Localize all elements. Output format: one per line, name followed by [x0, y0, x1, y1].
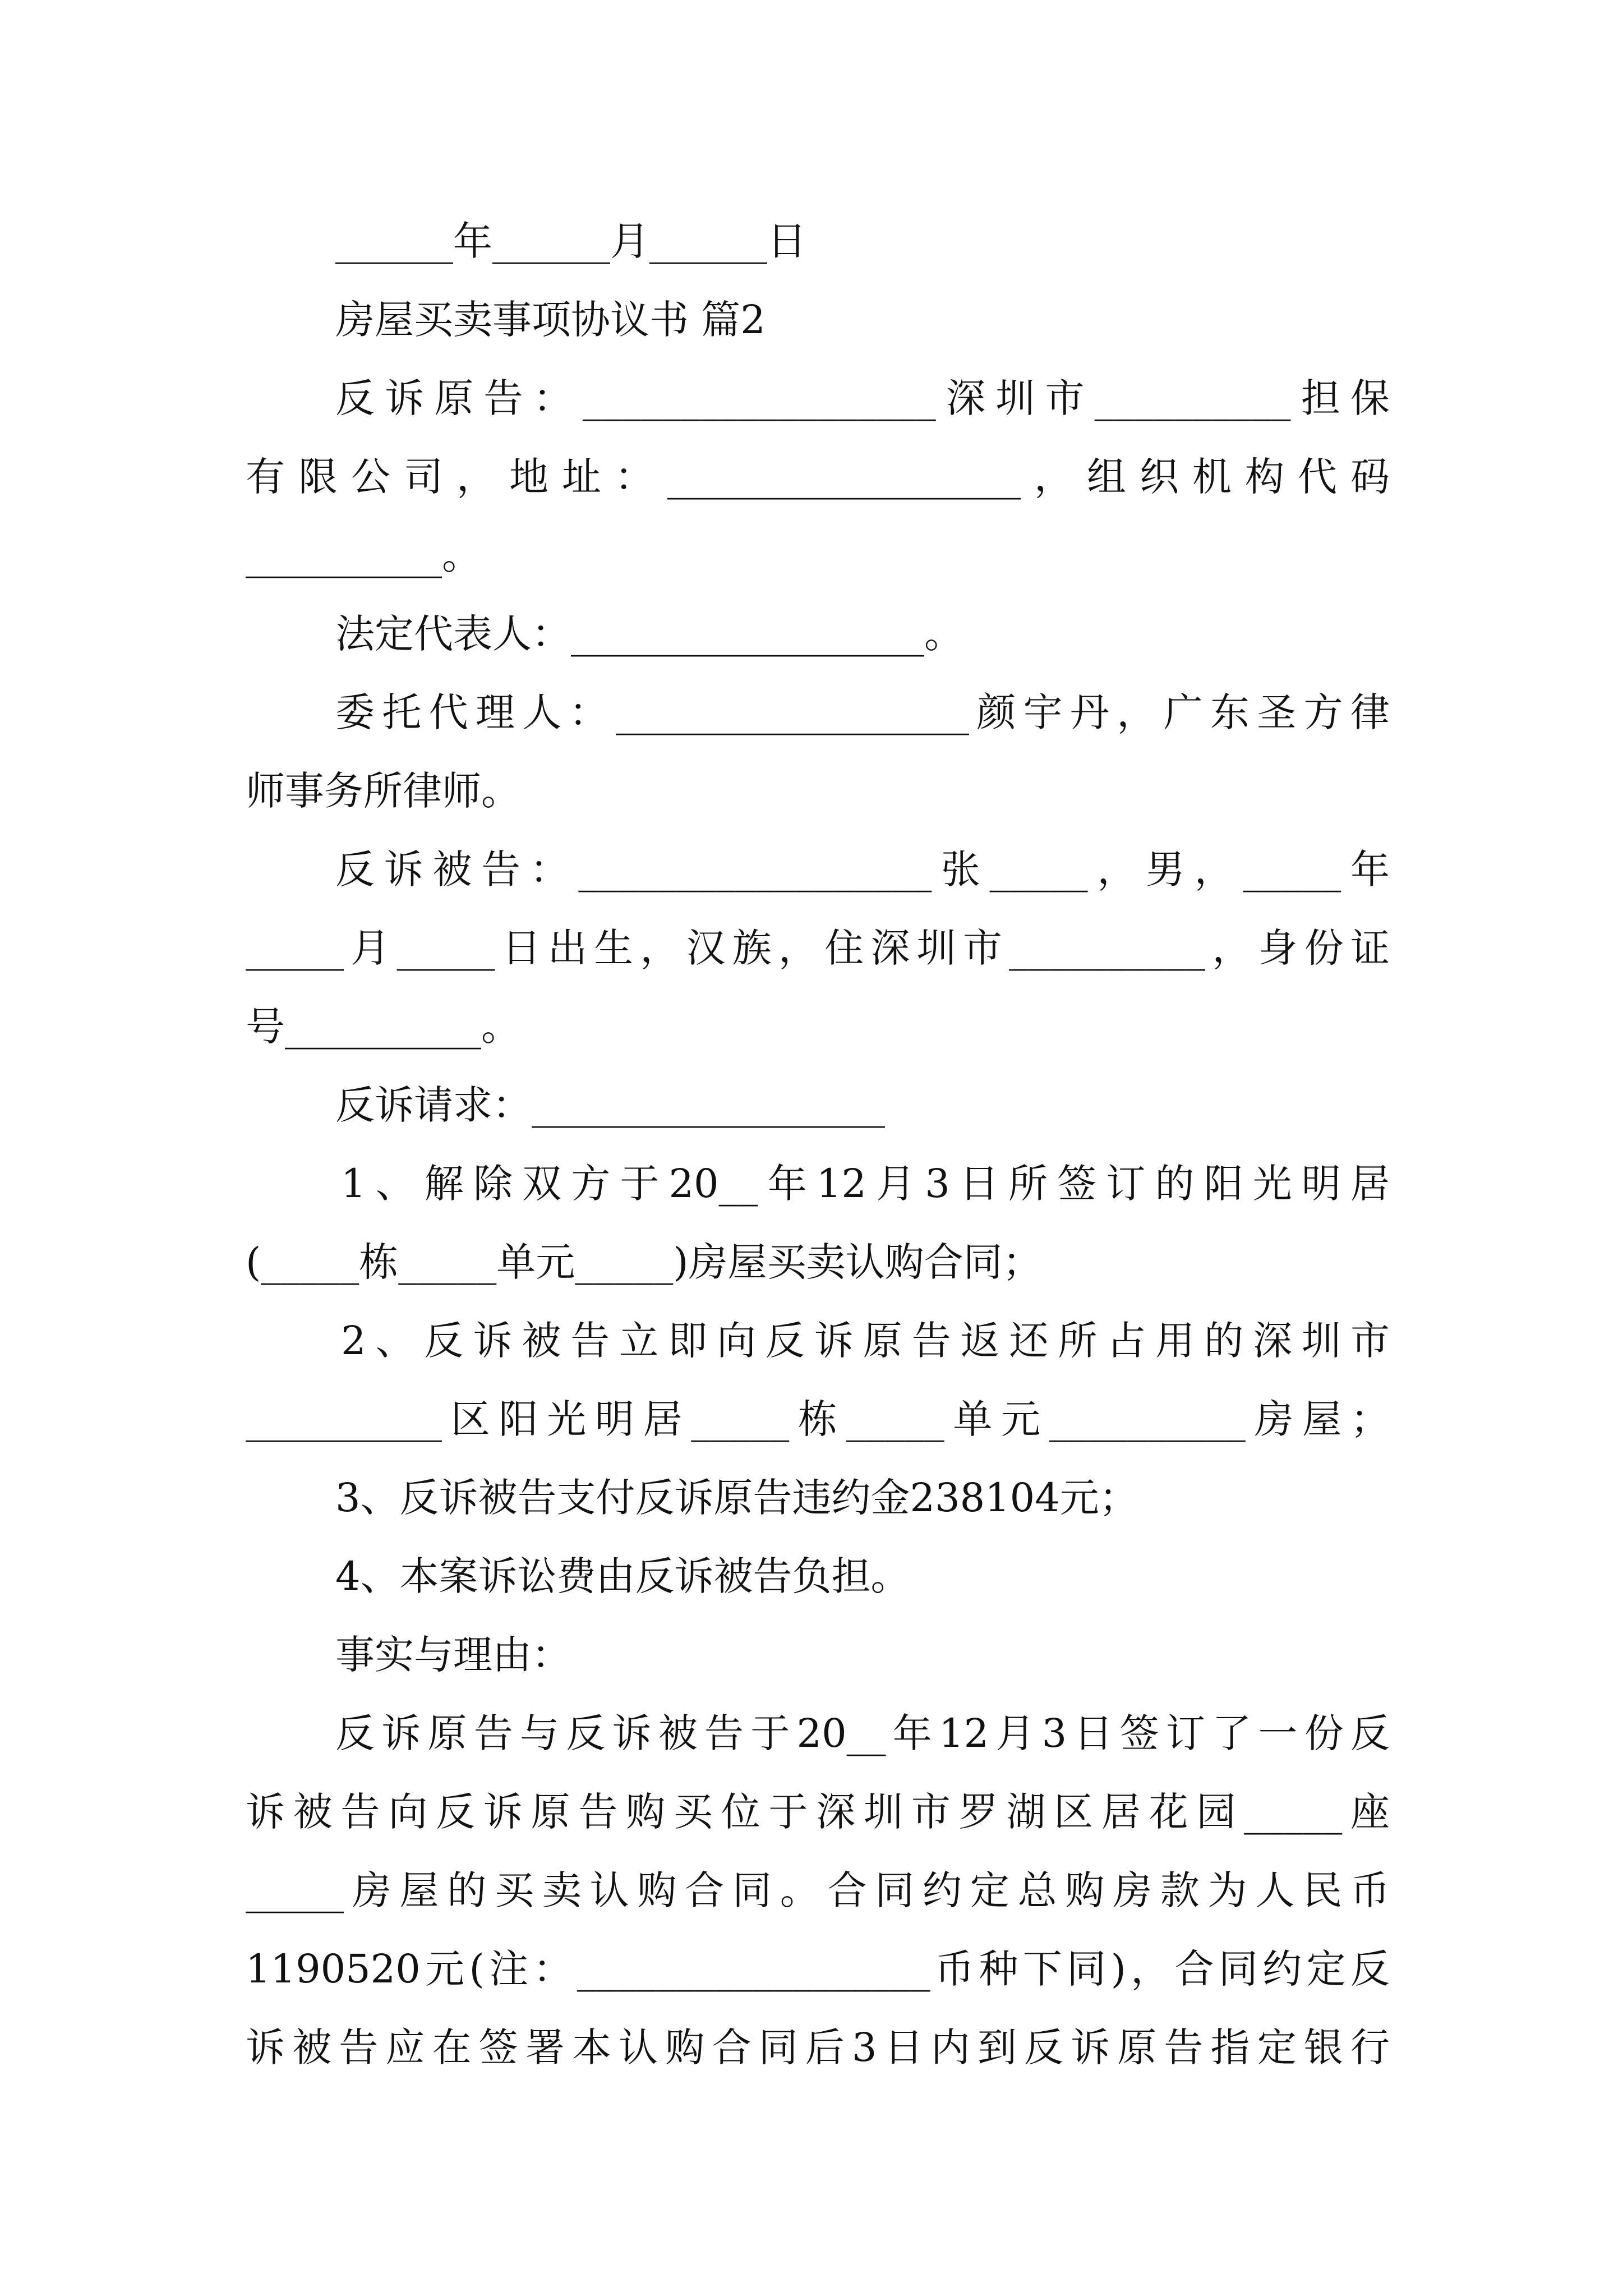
- counter-plaintiff-address-line: 有限公司，地址：__________________，组织机构代码: [246, 454, 1390, 500]
- facts-paragraph-line-3: _____房屋的买卖认购合同。合同约定总购房款为人民币: [246, 1867, 1390, 1913]
- claims-heading: 反诉请求：__________________: [335, 1082, 885, 1128]
- claim-4-line: 4、本案诉讼费由反诉被告负担。: [335, 1553, 910, 1599]
- date-blank-line: ______年______月______日: [335, 218, 806, 264]
- agent-firm-line: 师事务所律师。: [246, 768, 520, 814]
- agent-line: 委托代理人：__________________颜宇丹，广东圣方律: [335, 689, 1390, 735]
- facts-paragraph-line-2: 诉被告向反诉原告购买位于深圳市罗湖区居花园_____座: [246, 1789, 1390, 1835]
- section-title: 房屋买卖事项协议书 篇2: [335, 297, 766, 343]
- claim-2-line: 2、反诉被告立即向反诉原告返还所占用的深圳市: [341, 1318, 1390, 1364]
- facts-heading: 事实与理由：: [335, 1632, 571, 1678]
- counter-defendant-birth-line: _____月_____日出生，汉族，住深圳市__________，身份证: [246, 925, 1390, 971]
- org-code-line: __________。: [246, 532, 481, 578]
- claim-2-cont-line: __________区阳光明居_____栋_____单元__________房屋；: [246, 1396, 1390, 1442]
- id-number-line: 号__________。: [246, 1004, 520, 1050]
- facts-paragraph-line-5: 诉被告应在签署本认购合同后3日内到反诉原告指定银行: [246, 2024, 1390, 2070]
- claim-1-cont-line: (_____栋_____单元_____)房屋买卖认购合同；: [246, 1239, 1042, 1285]
- legal-representative-line: 法定代表人：__________________。: [335, 611, 963, 657]
- facts-paragraph-line-4: 1190520元(注：__________________币种下同)，合同约定反: [246, 1946, 1390, 1992]
- facts-paragraph-line-1: 反诉原告与反诉被告于20__年12月3日签订了一份反: [335, 1710, 1390, 1756]
- counter-plaintiff-line: 反诉原告：__________________深圳市__________担保: [335, 375, 1390, 421]
- counter-defendant-line: 反诉被告：__________________张_____，男，_____年: [335, 846, 1390, 892]
- claim-1-line: 1、解除双方于20__年12月3日所签订的阳光明居: [341, 1161, 1390, 1207]
- claim-3-line: 3、反诉被告支付反诉原告违约金238104元；: [335, 1475, 1138, 1521]
